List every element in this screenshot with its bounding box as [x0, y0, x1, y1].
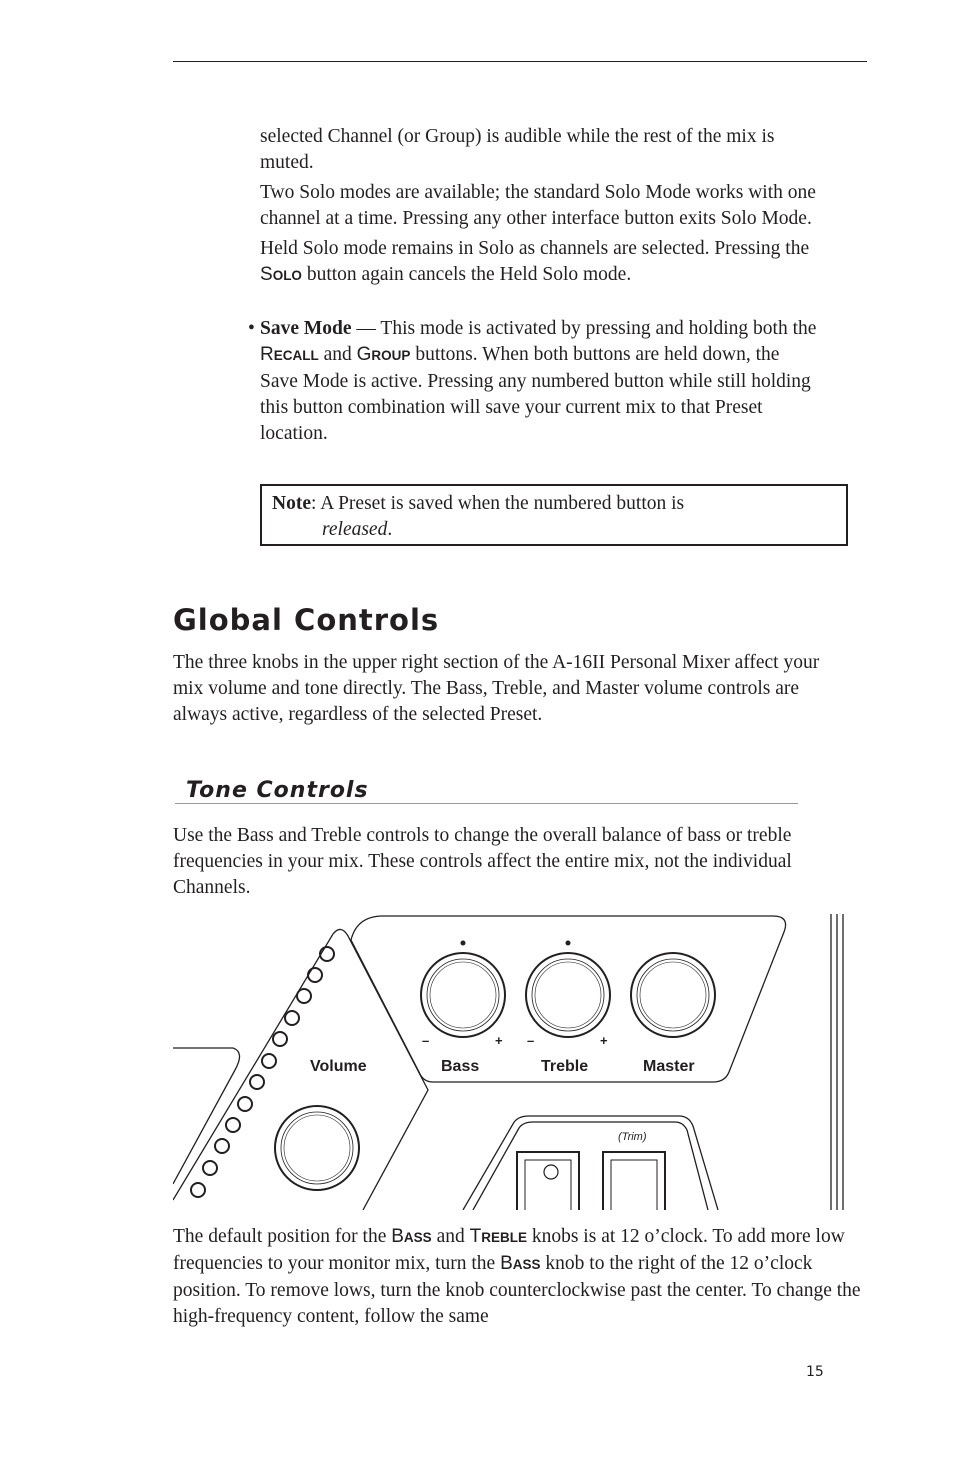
trim-panel-outline: [463, 1116, 718, 1210]
text-run: and: [431, 1226, 470, 1247]
solo-paragraph-3: [260, 236, 820, 289]
volume-panel-outline: [173, 929, 428, 1210]
volume-label: Volume: [310, 1058, 367, 1075]
bass-knob-icon: [421, 953, 505, 1037]
global-controls-paragraph: The three knobs in the upper right section of the A-16II Personal Mixer affect your mix volume and tone directly. The Bass, Treble, and Master volume controls are always active, regardless of the selected Preset.: [173, 652, 820, 725]
led-icon: [238, 1097, 252, 1111]
text-run: and: [318, 344, 357, 365]
led-icon: [320, 947, 334, 961]
led-icon: [297, 989, 311, 1003]
treble-key-rest: REBLE: [481, 1230, 527, 1245]
volume-knob-icon: [275, 1106, 359, 1190]
header-rule: [173, 61, 867, 62]
treble-knob-icon: [526, 953, 610, 1037]
text-run: Held Solo mode remains in Solo as channels are selected. Pressing the: [260, 238, 810, 259]
text-run: button again cancels the Held Solo mode.: [301, 264, 632, 285]
bass-label: Bass: [441, 1058, 480, 1075]
led-icon: [215, 1139, 229, 1153]
text-run: — This mode is activated by pressing and holding both the: [351, 318, 817, 339]
group-key-initial: G: [356, 344, 372, 365]
bass-key-initial: B: [391, 1226, 404, 1247]
solo-paragraph-1: selected Channel (or Group) is audible while the rest of the mix is muted.: [260, 126, 775, 173]
treble-key-initial: T: [469, 1226, 482, 1247]
bass-center-dot-icon: [461, 941, 466, 946]
bass-key-rest: ASS: [512, 1257, 541, 1272]
text-run: buttons. When both buttons are held down, the Save Mode is active. Pressing any numbered button while still holding this button combination will save your current mix to that Preset location.: [260, 344, 811, 444]
recall-key-rest: ECALL: [273, 348, 319, 363]
bullet-mark: •: [248, 318, 255, 339]
led-icon: [308, 968, 322, 982]
note-emphasis: released: [322, 519, 388, 540]
text-run: knobs is at 12 o’clock. To add more low frequencies to your monitor mix, turn the: [173, 1226, 845, 1274]
save-mode-item: [248, 316, 818, 447]
master-label: Master: [643, 1058, 695, 1075]
text-run: knob to the right of the 12 o’clock position. To remove lows, turn the knob counterclockwise past the center. To change the high-frequency content, follow the same: [173, 1253, 861, 1327]
bass-minus-label: –: [422, 1033, 430, 1048]
global-controls-heading: Global Controls: [173, 603, 440, 637]
master-knob-icon: [631, 953, 715, 1037]
tone-controls-paragraph: Use the Bass and Treble controls to change the overall balance of bass or treble frequencies in your mix. These controls affect the entire mix, not the individual Channels.: [173, 825, 792, 898]
trim-label: (Trim): [618, 1131, 647, 1143]
tone-controls-heading: Tone Controls: [186, 778, 369, 803]
bass-key-initial: B: [500, 1253, 513, 1274]
solo-key-initial: S: [260, 264, 273, 285]
bass-key-rest: ASS: [403, 1230, 432, 1245]
treble-minus-label: –: [527, 1033, 535, 1048]
treble-center-dot-icon: [566, 941, 571, 946]
treble-label: Treble: [541, 1058, 589, 1075]
solo-mode-text: [260, 124, 820, 293]
text-run: The default position for the: [173, 1226, 392, 1247]
left-panel-edge: [173, 1048, 240, 1184]
note-line-2: [322, 517, 392, 543]
solo-key-rest: OLO: [272, 268, 302, 283]
group-key-rest: ROUP: [371, 348, 411, 363]
tone-controls-rule: [175, 803, 798, 804]
right-rail: [831, 914, 843, 1210]
default-position-paragraph: [173, 1224, 863, 1330]
note-period: .: [387, 519, 393, 540]
led-icon: [203, 1161, 217, 1175]
save-mode-paragraph: [260, 316, 818, 447]
led-icon: [226, 1118, 240, 1132]
led-icon: [191, 1183, 205, 1197]
led-icon: [250, 1075, 264, 1089]
led-icon: [285, 1011, 299, 1025]
recall-key-initial: R: [260, 344, 274, 365]
led-icon: [262, 1054, 276, 1068]
save-mode-term: Save Mode: [260, 318, 352, 339]
solo-paragraph-2: Two Solo modes are available; the standard Solo Mode works with one channel at a time. Pressing any other interface button exits Solo Mode.: [260, 182, 816, 229]
bass-plus-label: +: [495, 1033, 503, 1048]
note-box: [260, 484, 848, 546]
treble-plus-label: +: [600, 1033, 608, 1048]
page-number: 15: [806, 1364, 824, 1380]
trim-led-icon: [544, 1165, 558, 1179]
note-line-1: [272, 491, 684, 517]
note-label: Note: [272, 493, 311, 514]
note-text: : A Preset is saved when the numbered button is: [310, 493, 685, 514]
mixer-controls-diagram: [173, 912, 853, 1210]
trim-slider-icon: [517, 1152, 665, 1210]
led-icon: [273, 1032, 287, 1046]
